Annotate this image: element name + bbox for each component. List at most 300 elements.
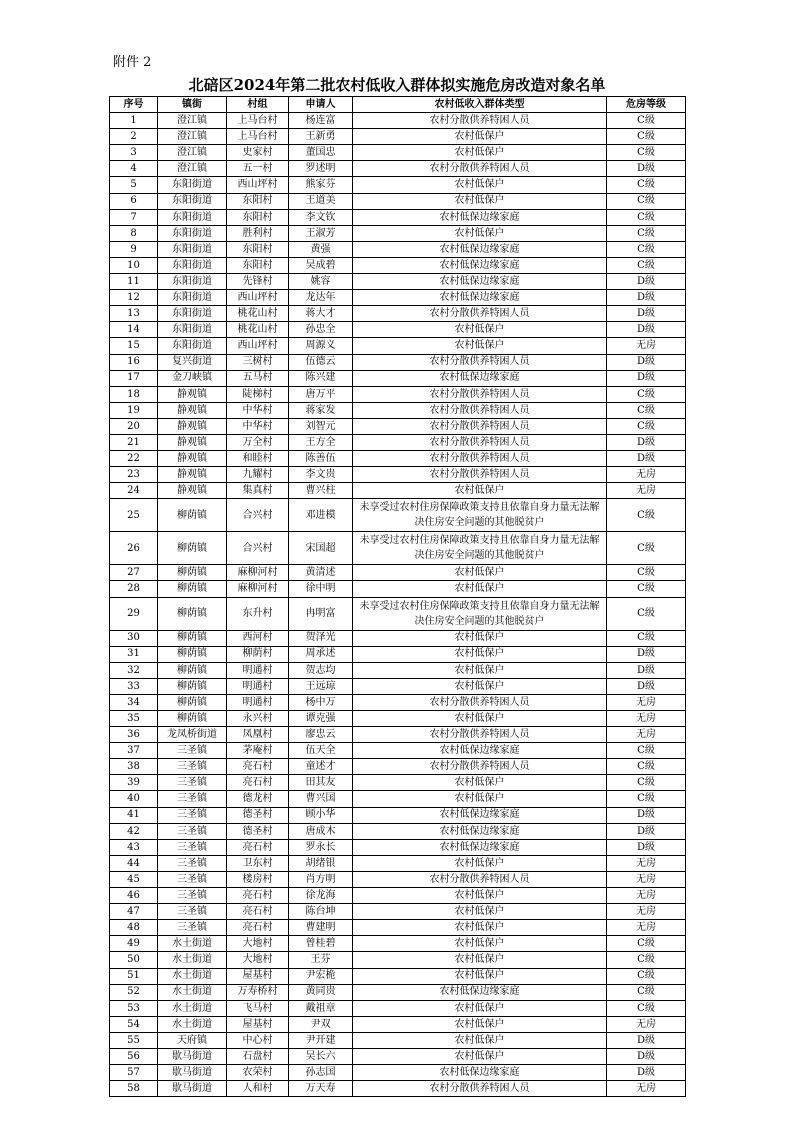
row-risk-level: C级	[607, 499, 686, 532]
row-village: 农荣村	[227, 1065, 289, 1081]
table-row	[110, 743, 686, 759]
row-group-type: 农村低保边缘家庭	[353, 839, 607, 855]
table-row	[110, 161, 686, 177]
row-index: 42	[110, 823, 158, 839]
table-row	[110, 1081, 686, 1097]
row-index: 34	[110, 694, 158, 710]
row-village: 五马村	[227, 370, 289, 386]
row-village: 万寿桥村	[227, 984, 289, 1000]
row-group-type: 农村分散供养特困人员	[353, 161, 607, 177]
row-index: 35	[110, 711, 158, 727]
table-row	[110, 581, 686, 597]
row-town: 静观镇	[158, 451, 227, 467]
row-applicant: 尹双	[289, 1016, 353, 1032]
row-town: 水土街道	[158, 968, 227, 984]
table-row	[110, 467, 686, 483]
row-risk-level: C级	[607, 759, 686, 775]
row-risk-level: D级	[607, 306, 686, 322]
table-row	[110, 871, 686, 887]
row-index: 32	[110, 662, 158, 678]
table-row	[110, 791, 686, 807]
row-index: 49	[110, 936, 158, 952]
row-applicant: 宋国超	[289, 532, 353, 565]
row-index: 26	[110, 532, 158, 565]
header-applicant: 申请人	[289, 97, 353, 113]
row-index: 19	[110, 402, 158, 418]
row-applicant: 伍天全	[289, 743, 353, 759]
row-applicant: 熊家芬	[289, 177, 353, 193]
row-town: 东阳街道	[158, 225, 227, 241]
row-risk-level: D级	[607, 823, 686, 839]
row-applicant: 吴长六	[289, 1048, 353, 1064]
header-town: 镇街	[158, 97, 227, 113]
row-village: 亮石村	[227, 888, 289, 904]
row-town: 柳荫镇	[158, 597, 227, 630]
row-group-type: 农村低保户	[353, 678, 607, 694]
row-index: 25	[110, 499, 158, 532]
row-risk-level: C级	[607, 581, 686, 597]
row-applicant: 孙忠全	[289, 322, 353, 338]
row-index: 52	[110, 984, 158, 1000]
row-group-type: 农村分散供养特困人员	[353, 694, 607, 710]
row-town: 三圣镇	[158, 807, 227, 823]
table-row	[110, 306, 686, 322]
row-risk-level: C级	[607, 386, 686, 402]
row-village: 东阳村	[227, 193, 289, 209]
row-risk-level: C级	[607, 597, 686, 630]
row-village: 亮石村	[227, 775, 289, 791]
row-index: 40	[110, 791, 158, 807]
row-town: 柳荫镇	[158, 499, 227, 532]
row-index: 15	[110, 338, 158, 354]
row-index: 57	[110, 1065, 158, 1081]
row-town: 静观镇	[158, 418, 227, 434]
table-row	[110, 209, 686, 225]
row-index: 16	[110, 354, 158, 370]
row-village: 东阳村	[227, 241, 289, 257]
row-town: 东阳街道	[158, 241, 227, 257]
row-index: 38	[110, 759, 158, 775]
row-index: 28	[110, 581, 158, 597]
row-risk-level: C级	[607, 418, 686, 434]
row-risk-level: 无房	[607, 727, 686, 743]
table-row	[110, 274, 686, 290]
row-risk-level: D级	[607, 1032, 686, 1048]
row-group-type: 农村分散供养特困人员	[353, 727, 607, 743]
row-applicant: 王方全	[289, 434, 353, 450]
row-risk-level: 无房	[607, 1081, 686, 1097]
row-group-type: 农村低保户	[353, 225, 607, 241]
table-row	[110, 338, 686, 354]
row-index: 37	[110, 743, 158, 759]
table-row	[110, 177, 686, 193]
row-index: 24	[110, 483, 158, 499]
row-village: 西山坪村	[227, 338, 289, 354]
row-group-type: 农村低保户	[353, 483, 607, 499]
row-risk-level: C级	[607, 630, 686, 646]
row-risk-level: 无房	[607, 904, 686, 920]
row-group-type: 农村低保户	[353, 662, 607, 678]
row-applicant: 蒋大才	[289, 306, 353, 322]
table-row	[110, 322, 686, 338]
row-village: 明通村	[227, 694, 289, 710]
row-risk-level: D级	[607, 678, 686, 694]
row-village: 集真村	[227, 483, 289, 499]
header-group-type: 农村低收入群体类型	[353, 97, 607, 113]
row-index: 33	[110, 678, 158, 694]
table-row	[110, 904, 686, 920]
row-town: 静观镇	[158, 386, 227, 402]
row-index: 55	[110, 1032, 158, 1048]
row-town: 歇马街道	[158, 1065, 227, 1081]
row-risk-level: 无房	[607, 483, 686, 499]
row-risk-level: C级	[607, 743, 686, 759]
row-index: 51	[110, 968, 158, 984]
row-index: 30	[110, 630, 158, 646]
table-row	[110, 451, 686, 467]
row-village: 明通村	[227, 662, 289, 678]
row-group-type: 农村分散供养特困人员	[353, 386, 607, 402]
row-town: 柳荫镇	[158, 532, 227, 565]
row-group-type: 农村低保边缘家庭	[353, 257, 607, 273]
row-group-type: 农村低保户	[353, 177, 607, 193]
table-row	[110, 823, 686, 839]
row-village: 屋基村	[227, 1016, 289, 1032]
row-village: 上马台村	[227, 113, 289, 129]
row-index: 13	[110, 306, 158, 322]
table-row	[110, 888, 686, 904]
table-row	[110, 1016, 686, 1032]
row-risk-level: D级	[607, 807, 686, 823]
row-applicant: 胡绪银	[289, 855, 353, 871]
row-town: 三圣镇	[158, 904, 227, 920]
row-applicant: 王远琼	[289, 678, 353, 694]
table-row	[110, 418, 686, 434]
row-index: 11	[110, 274, 158, 290]
row-index: 5	[110, 177, 158, 193]
row-applicant: 黄强	[289, 241, 353, 257]
row-town: 金刀峡镇	[158, 370, 227, 386]
row-group-type: 农村低保户	[353, 791, 607, 807]
row-index: 50	[110, 952, 158, 968]
row-town: 东阳街道	[158, 193, 227, 209]
row-town: 东阳街道	[158, 177, 227, 193]
row-village: 大地村	[227, 936, 289, 952]
row-town: 歇马街道	[158, 1048, 227, 1064]
row-applicant: 李文钦	[289, 209, 353, 225]
row-risk-level: C级	[607, 402, 686, 418]
row-risk-level: D级	[607, 161, 686, 177]
row-group-type: 农村低保户	[353, 775, 607, 791]
row-risk-level: C级	[607, 241, 686, 257]
page-title: 北碚区2024年第二批农村低收入群体拟实施危房改造对象名单	[188, 76, 606, 94]
row-group-type: 未享受过农村住房保障政策支持且依靠自身力量无法解决住房安全问题的其他脱贫户	[353, 532, 607, 565]
row-applicant: 罗永长	[289, 839, 353, 855]
row-group-type: 农村低保边缘家庭	[353, 1065, 607, 1081]
row-risk-level: D级	[607, 354, 686, 370]
table-row	[110, 354, 686, 370]
row-risk-level: C级	[607, 791, 686, 807]
row-risk-level: D级	[607, 1065, 686, 1081]
row-town: 澄江镇	[158, 129, 227, 145]
row-group-type: 农村分散供养特困人员	[353, 402, 607, 418]
row-group-type: 农村低保户	[353, 1000, 607, 1016]
row-town: 柳荫镇	[158, 646, 227, 662]
table-row	[110, 225, 686, 241]
row-group-type: 农村低保户	[353, 855, 607, 871]
table-header-row	[110, 97, 686, 113]
row-applicant: 罗述明	[289, 161, 353, 177]
row-applicant: 黄同贵	[289, 984, 353, 1000]
header-risk-level: 危房等级	[607, 97, 686, 113]
row-risk-level: C级	[607, 565, 686, 581]
row-risk-level: 无房	[607, 338, 686, 354]
row-applicant: 董国忠	[289, 145, 353, 161]
row-applicant: 廖忠云	[289, 727, 353, 743]
row-village: 柳荫村	[227, 646, 289, 662]
row-index: 9	[110, 241, 158, 257]
table-row	[110, 662, 686, 678]
row-index: 56	[110, 1048, 158, 1064]
row-village: 德圣村	[227, 823, 289, 839]
row-village: 亮石村	[227, 759, 289, 775]
row-applicant: 徐中明	[289, 581, 353, 597]
row-applicant: 万天寿	[289, 1081, 353, 1097]
row-risk-level: 无房	[607, 855, 686, 871]
row-town: 静观镇	[158, 402, 227, 418]
row-index: 10	[110, 257, 158, 273]
row-village: 万全村	[227, 434, 289, 450]
row-applicant: 冉明富	[289, 597, 353, 630]
header-index: 序号	[110, 97, 158, 113]
row-index: 27	[110, 565, 158, 581]
row-town: 复兴街道	[158, 354, 227, 370]
table-row	[110, 1000, 686, 1016]
row-risk-level: D级	[607, 451, 686, 467]
row-applicant: 贺泽光	[289, 630, 353, 646]
row-village: 屋基村	[227, 968, 289, 984]
row-town: 东阳街道	[158, 338, 227, 354]
table-row	[110, 727, 686, 743]
row-index: 3	[110, 145, 158, 161]
row-index: 43	[110, 839, 158, 855]
row-applicant: 贺志均	[289, 662, 353, 678]
table-row	[110, 257, 686, 273]
table-row	[110, 775, 686, 791]
row-risk-level: D级	[607, 839, 686, 855]
row-town: 柳荫镇	[158, 565, 227, 581]
row-applicant: 王新勇	[289, 129, 353, 145]
row-town: 三圣镇	[158, 823, 227, 839]
table-row	[110, 597, 686, 630]
row-group-type: 农村低保边缘家庭	[353, 823, 607, 839]
row-risk-level: C级	[607, 775, 686, 791]
row-town: 三圣镇	[158, 791, 227, 807]
row-town: 水土街道	[158, 1000, 227, 1016]
row-group-type: 农村分散供养特困人员	[353, 113, 607, 129]
row-village: 中华村	[227, 418, 289, 434]
row-town: 柳荫镇	[158, 678, 227, 694]
row-risk-level: 无房	[607, 888, 686, 904]
row-index: 12	[110, 290, 158, 306]
row-group-type: 农村分散供养特困人员	[353, 434, 607, 450]
table-row	[110, 1032, 686, 1048]
row-risk-level: D级	[607, 646, 686, 662]
row-applicant: 曹兴柱	[289, 483, 353, 499]
row-index: 18	[110, 386, 158, 402]
table-row	[110, 855, 686, 871]
row-village: 五一村	[227, 161, 289, 177]
row-village: 麻柳河村	[227, 565, 289, 581]
row-index: 17	[110, 370, 158, 386]
table-row	[110, 290, 686, 306]
table-row	[110, 759, 686, 775]
row-applicant: 唐万平	[289, 386, 353, 402]
row-risk-level: 无房	[607, 711, 686, 727]
row-index: 2	[110, 129, 158, 145]
table-row	[110, 968, 686, 984]
row-index: 6	[110, 193, 158, 209]
row-village: 九耀村	[227, 467, 289, 483]
row-group-type: 农村分散供养特困人员	[353, 759, 607, 775]
row-index: 45	[110, 871, 158, 887]
row-group-type: 农村低保户	[353, 646, 607, 662]
row-group-type: 农村低保户	[353, 630, 607, 646]
attachment-label: 附件 2	[113, 55, 152, 70]
row-group-type: 农村低保户	[353, 888, 607, 904]
row-applicant: 蒋家发	[289, 402, 353, 418]
table-row	[110, 434, 686, 450]
row-applicant: 陈善伍	[289, 451, 353, 467]
table-row	[110, 145, 686, 161]
row-town: 三圣镇	[158, 775, 227, 791]
row-risk-level: C级	[607, 257, 686, 273]
row-risk-level: C级	[607, 145, 686, 161]
row-group-type: 农村分散供养特困人员	[353, 467, 607, 483]
table-row	[110, 386, 686, 402]
row-village: 东阳村	[227, 209, 289, 225]
row-group-type: 农村分散供养特困人员	[353, 451, 607, 467]
row-village: 陡梯村	[227, 386, 289, 402]
row-index: 23	[110, 467, 158, 483]
row-village: 麻柳河村	[227, 581, 289, 597]
table-row	[110, 1065, 686, 1081]
row-index: 21	[110, 434, 158, 450]
row-village: 人和村	[227, 1081, 289, 1097]
row-village: 楼房村	[227, 871, 289, 887]
row-applicant: 陈台坤	[289, 904, 353, 920]
row-applicant: 戴祖章	[289, 1000, 353, 1016]
row-group-type: 农村低保户	[353, 338, 607, 354]
applicant-table	[109, 96, 686, 1097]
row-town: 水土街道	[158, 952, 227, 968]
row-group-type: 农村低保户	[353, 322, 607, 338]
row-group-type: 农村低保户	[353, 711, 607, 727]
row-risk-level: 无房	[607, 694, 686, 710]
row-group-type: 农村低保户	[353, 129, 607, 145]
row-index: 7	[110, 209, 158, 225]
row-index: 47	[110, 904, 158, 920]
row-index: 53	[110, 1000, 158, 1016]
row-town: 水土街道	[158, 1016, 227, 1032]
row-village: 西山坪村	[227, 177, 289, 193]
table-row	[110, 1048, 686, 1064]
row-village: 德圣村	[227, 807, 289, 823]
row-index: 22	[110, 451, 158, 467]
row-applicant: 黄清述	[289, 565, 353, 581]
row-group-type: 农村低保户	[353, 565, 607, 581]
row-index: 4	[110, 161, 158, 177]
row-village: 卫东村	[227, 855, 289, 871]
row-village: 亮石村	[227, 904, 289, 920]
table-row	[110, 499, 686, 532]
row-risk-level: C级	[607, 936, 686, 952]
row-village: 先锋村	[227, 274, 289, 290]
row-index: 31	[110, 646, 158, 662]
row-risk-level: D级	[607, 370, 686, 386]
row-applicant: 杨连富	[289, 113, 353, 129]
row-risk-level: C级	[607, 1000, 686, 1016]
row-town: 水土街道	[158, 936, 227, 952]
table-row	[110, 694, 686, 710]
row-village: 飞马村	[227, 1000, 289, 1016]
row-applicant: 孙志国	[289, 1065, 353, 1081]
row-town: 柳荫镇	[158, 711, 227, 727]
row-town: 东阳街道	[158, 306, 227, 322]
row-village: 东阳村	[227, 257, 289, 273]
row-group-type: 农村低保边缘家庭	[353, 370, 607, 386]
row-group-type: 农村分散供养特困人员	[353, 1081, 607, 1097]
row-index: 44	[110, 855, 158, 871]
row-risk-level: 无房	[607, 920, 686, 936]
row-index: 41	[110, 807, 158, 823]
row-applicant: 王道美	[289, 193, 353, 209]
row-town: 三圣镇	[158, 759, 227, 775]
row-applicant: 唐成木	[289, 823, 353, 839]
row-town: 三圣镇	[158, 920, 227, 936]
row-group-type: 农村分散供养特困人员	[353, 871, 607, 887]
row-group-type: 农村低保户	[353, 1032, 607, 1048]
row-town: 静观镇	[158, 467, 227, 483]
row-village: 合兴村	[227, 532, 289, 565]
row-town: 东阳街道	[158, 274, 227, 290]
row-risk-level: 无房	[607, 871, 686, 887]
table-row	[110, 565, 686, 581]
row-risk-level: D级	[607, 274, 686, 290]
row-village: 凤凰村	[227, 727, 289, 743]
row-index: 39	[110, 775, 158, 791]
row-applicant: 陈兴建	[289, 370, 353, 386]
table-row	[110, 129, 686, 145]
row-group-type: 农村低保户	[353, 581, 607, 597]
table-row	[110, 193, 686, 209]
row-village: 桃花山村	[227, 306, 289, 322]
row-village: 德龙村	[227, 791, 289, 807]
row-applicant: 邓进模	[289, 499, 353, 532]
row-village: 胜利村	[227, 225, 289, 241]
row-town: 澄江镇	[158, 113, 227, 129]
row-village: 茅庵村	[227, 743, 289, 759]
row-town: 三圣镇	[158, 743, 227, 759]
row-risk-level: C级	[607, 532, 686, 565]
row-group-type: 农村低保边缘家庭	[353, 807, 607, 823]
row-applicant: 杨中万	[289, 694, 353, 710]
row-group-type: 农村低保边缘家庭	[353, 274, 607, 290]
row-group-type: 农村低保户	[353, 952, 607, 968]
row-applicant: 徐龙海	[289, 888, 353, 904]
row-applicant: 曹兴国	[289, 791, 353, 807]
row-index: 14	[110, 322, 158, 338]
